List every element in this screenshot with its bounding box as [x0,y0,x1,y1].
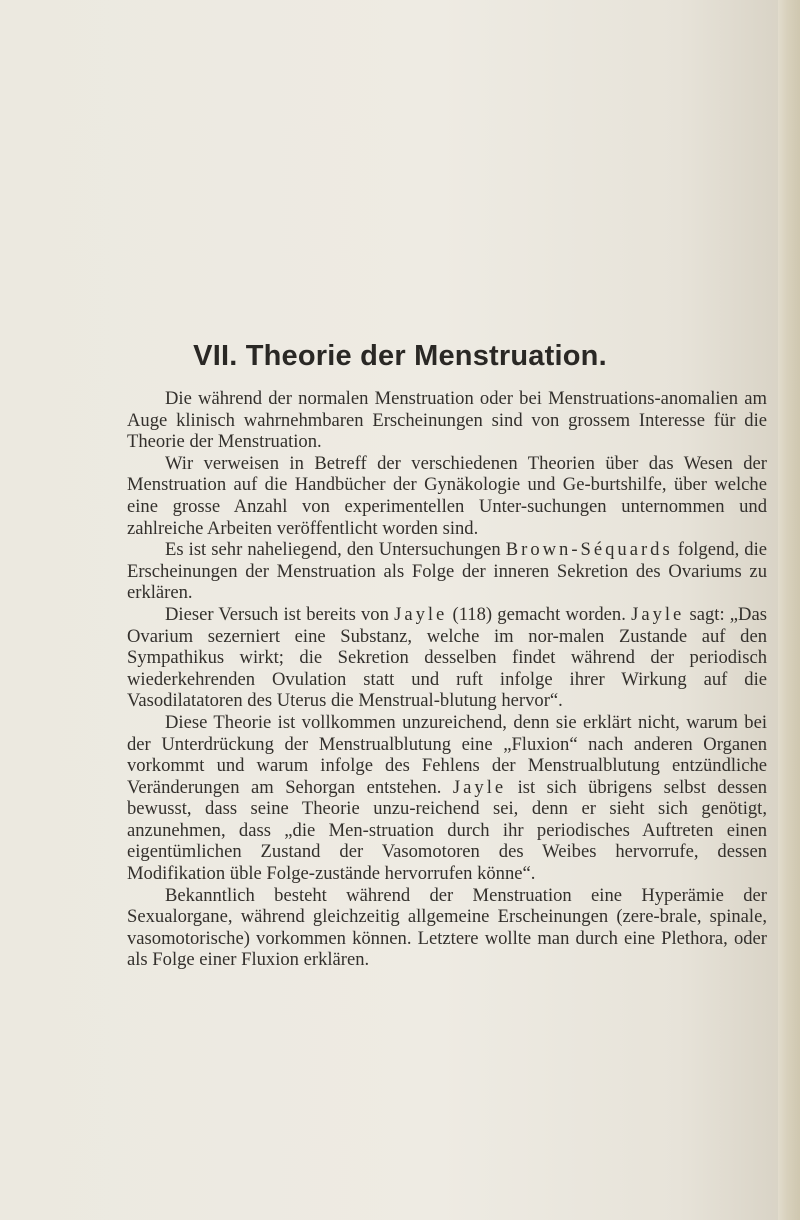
author-name-jayle: Jayle [631,603,685,625]
paragraph-4-rest: sagt: „Das Ovarium sezerniert eine Substanz, welche im nor-malen Zustande auf den Sympathikus wirkt; die Sekretion desselben findet während der periodisch wiederkehrenden Ovulation statt und ruft infolge ihrer Wirkung auf die Vasodilatatoren des Uterus die Menstrual-blutung hervor“. [127,603,767,712]
paragraph-6: Bekanntlich besteht während der Menstruation eine Hyperämie der Sexualorgane, während gleichzeitig allgemeine Erscheinungen (zere-brale, spinale, vasomotorische) vorkommen können. Letztere wollte man durch eine Plethora, oder als Folge einer Fluxion erklären. [127,884,767,971]
paragraph-3-lead: Es ist sehr naheliegend, den Untersuchungen [165,539,506,561]
paragraph-4 [127,604,767,712]
paragraph-2: Wir verweisen in Betreff der verschiedenen Theorien über das Wesen der Menstruation auf die Handbücher der Gynäkologie und Ge-burtshilfe, über welche eine grosse Anzahl von experimentellen Unter-suchungen unternommen und zahlreiche Arbeiten veröffentlicht worden sind. [127,452,767,539]
paragraph-5-lead: Diese Theorie ist vollkommen unzureichend, denn sie erklärt nicht, warum bei der Unterdrückung der Menstrualblutung eine „Fluxion“ nach anderen Organen vorkommt und warum infolge des Fehlens der Menstrualblutung entzündliche Veränderungen am Sehorgan entstehen. [127,711,767,798]
chapter-body [127,388,767,971]
chapter-title: VII. Theorie der Menstruation. [193,340,607,372]
paragraph-4-lead: Dieser Versuch ist bereits von [165,603,395,625]
paragraph-5 [127,712,767,885]
author-name-jayle: Jayle [394,603,448,625]
paragraph-3-rest: folgend, die Erscheinungen der Menstruation als Folge der inneren Sekretion des Ovariums zu erklären. [127,539,767,604]
author-name-jayle: Jayle [452,776,507,798]
author-name-brown-sequard: Brown-Séquards [505,539,673,561]
paragraph-5-rest: ist sich übrigens selbst dessen bewusst, dass seine Theorie unzu-reichend sei, denn er sieht sich genötigt, anzunehmen, dass „die Men-struation durch ihr periodisches Auftreten einen eigentümlichen Zustand der Vasomotoren des Weibes hervorrufe, dessen Modifikation üble Folge-zustände hervorrufen könne“. [127,776,767,885]
paragraph-3 [127,539,767,604]
page-edge-shadow [778,0,800,1220]
paragraph-1: Die während der normalen Menstruation oder bei Menstruations-anomalien am Auge klinisch wahrnehmbaren Erscheinungen sind von grossem Interesse für die Theorie der Menstruation. [127,388,767,453]
paragraph-4-citation: (118) gemacht worden. [447,603,632,625]
